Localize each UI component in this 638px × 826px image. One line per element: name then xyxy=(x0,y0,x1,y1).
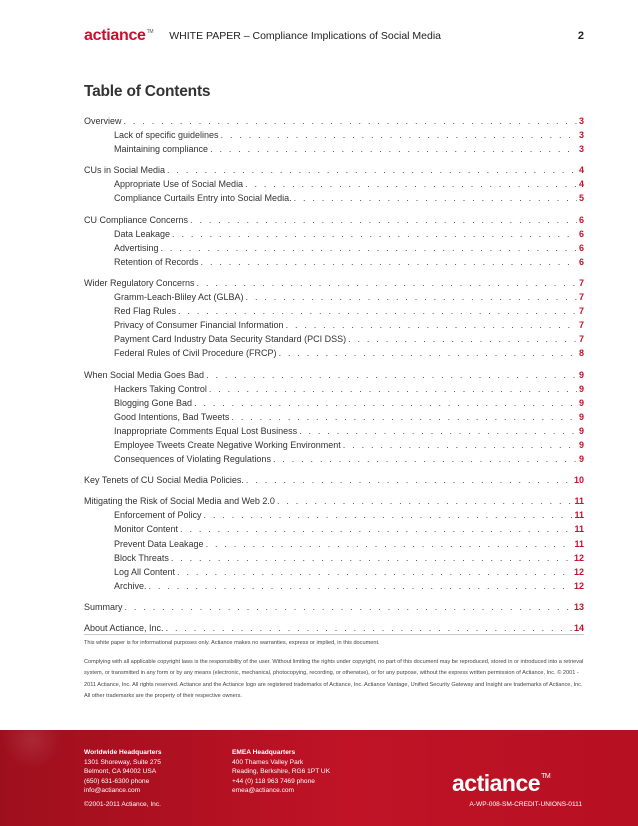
page-number: 2 xyxy=(577,30,584,42)
toc-subentry[interactable] xyxy=(84,257,584,271)
toc-leader-dots xyxy=(273,454,577,464)
toc-entry-label: Appropriate Use of Social Media xyxy=(114,179,244,190)
toc-entry-label: Data Leakage xyxy=(114,228,171,239)
toc-subentry[interactable] xyxy=(84,524,584,538)
hq-title: EMEA Headquarters xyxy=(232,749,296,756)
toc-section xyxy=(84,496,584,595)
toc-entry-label: Blogging Gone Bad xyxy=(114,397,193,408)
page-header xyxy=(84,26,584,46)
toc-leader-dots xyxy=(197,278,577,288)
toc-subentry[interactable] xyxy=(84,384,584,398)
toc-leader-dots xyxy=(299,426,577,436)
toc-entry-label: Lack of specific guidelines xyxy=(114,130,219,141)
toc-leader-dots xyxy=(245,179,577,189)
toc-leader-dots xyxy=(171,553,572,563)
toc-section xyxy=(84,602,584,616)
toc-entry[interactable] xyxy=(84,165,584,179)
toc-page-number: 6 xyxy=(578,242,584,253)
toc-page-number: 6 xyxy=(578,256,584,267)
address-line: Reading, Berkshire, RG6 1PT UK xyxy=(232,768,331,776)
toc-section xyxy=(84,215,584,271)
footer-actiance-logo: actiance TM xyxy=(452,770,551,796)
toc-entry-label: Compliance Curtails Entry into Social Media. xyxy=(114,193,292,204)
toc-page-number: 14 xyxy=(573,623,584,633)
hq-title: Worldwide Headquarters xyxy=(84,749,162,756)
toc-leader-dots xyxy=(172,229,577,239)
toc-entry-label: Prevent Data Leakage xyxy=(114,538,204,549)
toc-leader-dots xyxy=(177,567,572,577)
email-link[interactable]: info@actiance.com xyxy=(84,787,141,795)
toc-leader-dots xyxy=(167,165,577,175)
toc-page-number: 4 xyxy=(578,179,584,190)
toc-leader-dots xyxy=(210,144,577,154)
toc-subentry[interactable] xyxy=(84,229,584,243)
toc-leader-dots xyxy=(180,524,572,534)
toc-entry-label: Payment Card Industry Data Security Standard (PCI DSS) xyxy=(114,334,347,345)
toc-section xyxy=(84,165,584,207)
document-code: A-WP-008-SM-CREDIT-UNIONS-0111 xyxy=(469,801,582,808)
toc-page-number: 5 xyxy=(578,193,584,204)
toc-leader-dots xyxy=(206,370,577,380)
toc-entry-label: Overview xyxy=(84,116,122,126)
toc-section xyxy=(84,475,584,489)
toc-entry-label: Gramm-Leach-Bliley Act (GLBA) xyxy=(114,292,244,303)
toc-entry-label: Inappropriate Comments Equal Lost Business xyxy=(114,425,298,436)
toc-leader-dots xyxy=(149,581,572,591)
toc-entry-label: CU Compliance Concerns xyxy=(84,214,189,225)
toc-page-number: 13 xyxy=(573,601,584,612)
toc-subentry[interactable] xyxy=(84,581,584,595)
toc-page-number: 7 xyxy=(578,277,584,288)
toc-entry-label: Privacy of Consumer Financial Information xyxy=(114,320,284,331)
toc-leader-dots xyxy=(231,412,577,422)
document-title: WHITE PAPER – Compliance Implications of Social Media xyxy=(169,30,442,42)
toc-subentry[interactable] xyxy=(84,398,584,412)
toc-page-number: 11 xyxy=(574,524,584,535)
toc-page-number: 9 xyxy=(578,383,584,394)
toc-page-number: 6 xyxy=(578,214,584,225)
email-link[interactable]: emea@actiance.com xyxy=(232,787,295,795)
toc-page-number: 12 xyxy=(573,580,584,591)
worldwide-hq-address xyxy=(84,748,162,796)
toc-leader-dots xyxy=(286,320,577,330)
toc-page-number: 11 xyxy=(574,510,584,521)
toc-page-number: 3 xyxy=(578,116,584,126)
toc-subentry[interactable] xyxy=(84,348,584,362)
toc-entry-label: Advertising xyxy=(114,242,159,253)
toc-leader-dots xyxy=(348,334,577,344)
disclaimer-text: This white paper is for informational purposes only. Actiance makes no warranties, express or implied, in this document. xyxy=(84,640,380,646)
toc-subentry[interactable] xyxy=(84,130,584,144)
toc-leader-dots xyxy=(209,384,577,394)
toc-section xyxy=(84,116,584,158)
toc-leader-dots xyxy=(178,306,577,316)
toc-subentry[interactable] xyxy=(84,539,584,553)
copyright-text: ©2001-2011 Actiance, Inc. xyxy=(84,801,161,808)
toc-entry-label: Hackers Taking Control xyxy=(114,383,207,394)
toc-entry-label: CUs in Social Media xyxy=(84,165,166,176)
toc-leader-dots xyxy=(166,623,572,633)
toc-page-number: 9 xyxy=(578,439,584,450)
toc-leader-dots xyxy=(246,292,577,302)
toc-leader-dots xyxy=(194,398,577,408)
toc-subentry[interactable] xyxy=(84,426,584,440)
toc-entry-label: Archive. xyxy=(114,580,147,591)
table-of-contents xyxy=(84,116,584,644)
toc-entry-label: Monitor Content xyxy=(114,524,179,535)
toc-subentry[interactable] xyxy=(84,510,584,524)
toc-subentry[interactable] xyxy=(84,454,584,468)
toc-page-number: 6 xyxy=(578,228,584,239)
toc-page-number: 9 xyxy=(578,411,584,422)
toc-leader-dots xyxy=(124,116,577,126)
toc-entry-label: Summary xyxy=(84,601,123,612)
toc-leader-dots xyxy=(279,348,577,358)
toc-page-number: 11 xyxy=(574,496,584,507)
toc-subentry[interactable] xyxy=(84,567,584,581)
toc-page-number: 3 xyxy=(578,144,584,155)
toc-leader-dots xyxy=(161,243,577,253)
toc-entry[interactable] xyxy=(84,278,584,292)
toc-leader-dots xyxy=(206,539,573,549)
page-footer xyxy=(0,730,638,826)
toc-leader-dots xyxy=(221,130,577,140)
legal-text: Complying with all applicable copyright laws is the responsibility of the user. Without limiting the rights under copyright, no part of this document may be reproduced, stored in or introduced into a retrieval system, or transmitted in any form or by any means (electronic, mechanical, photocopying, recording, or otherwise), or for any purpose, without the express written permission of Actiance, Inc. © 2001 - 2011 Actiance, Inc. All rights reserved. Actiance and the Actiance logo are registered trademarks of Actiance, Inc. Actiance Vantage, Unified Security Gateway and Insight are trademarks of Actiance, Inc. All other trademarks are the property of their respective owners. xyxy=(84,659,584,700)
toc-page-number: 9 xyxy=(578,397,584,408)
toc-entry-label: Log All Content xyxy=(114,566,176,577)
toc-leader-dots xyxy=(294,193,577,203)
toc-leader-dots xyxy=(343,440,577,450)
toc-leader-dots xyxy=(246,475,572,485)
toc-page-number: 10 xyxy=(573,475,584,486)
toc-entry[interactable] xyxy=(84,475,584,489)
toc-page-number: 12 xyxy=(573,552,584,563)
toc-page-number: 4 xyxy=(578,165,584,176)
toc-leader-dots xyxy=(125,602,572,612)
toc-entry-label: Good Intentions, Bad Tweets xyxy=(114,411,230,422)
toc-entry[interactable] xyxy=(84,602,584,616)
toc-entry-label: Wider Regulatory Concerns xyxy=(84,277,195,288)
toc-leader-dots xyxy=(204,510,573,520)
toc-title: Table of Contents xyxy=(84,83,211,100)
phone-number: (650) 631-6300 phone xyxy=(84,777,150,785)
address-line: 400 Thames Valley Park xyxy=(232,758,304,766)
actiance-logo: actiance TM xyxy=(84,27,154,44)
toc-subentry[interactable] xyxy=(84,440,584,454)
toc-entry[interactable] xyxy=(84,496,584,510)
toc-subentry[interactable] xyxy=(84,243,584,257)
toc-page-number: 8 xyxy=(578,348,584,359)
toc-page-number: 7 xyxy=(578,292,584,303)
toc-entry-label: Maintaining compliance xyxy=(114,144,209,155)
toc-entry-label: Consequences of Violating Regulations xyxy=(114,454,271,465)
toc-subentry[interactable] xyxy=(84,193,584,207)
toc-entry-label: Enforcement of Policy xyxy=(114,510,202,521)
toc-subentry[interactable] xyxy=(84,292,584,306)
toc-section xyxy=(84,278,584,363)
toc-subentry[interactable] xyxy=(84,306,584,320)
emea-hq-address xyxy=(232,748,330,796)
toc-page-number: 9 xyxy=(578,454,584,465)
toc-page-number: 7 xyxy=(578,334,584,345)
address-line: Belmont, CA 94002 USA xyxy=(84,768,157,776)
toc-subentry[interactable] xyxy=(84,412,584,426)
toc-page-number: 11 xyxy=(574,538,584,549)
phone-number: +44 (0) 118 963 7469 phone xyxy=(232,777,315,785)
toc-entry[interactable] xyxy=(84,215,584,229)
toc-subentry[interactable] xyxy=(84,334,584,348)
toc-page-number: 9 xyxy=(578,369,584,380)
toc-entry-label: Red Flag Rules xyxy=(114,306,177,317)
toc-page-number: 7 xyxy=(578,320,584,331)
toc-section xyxy=(84,370,584,469)
address-line: 1301 Shoreway, Suite 275 xyxy=(84,758,161,766)
toc-leader-dots xyxy=(201,257,577,267)
toc-subentry[interactable] xyxy=(84,553,584,567)
toc-entry[interactable] xyxy=(84,370,584,384)
toc-entry-label: Employee Tweets Create Negative Working Environment xyxy=(114,439,341,450)
toc-subentry[interactable] xyxy=(84,320,584,334)
toc-entry[interactable] xyxy=(84,116,584,130)
toc-entry-label: Block Threats xyxy=(114,552,169,563)
toc-leader-dots xyxy=(190,215,577,225)
toc-page-number: 9 xyxy=(578,425,584,436)
toc-entry-label: Retention of Records xyxy=(114,256,199,267)
toc-subentry[interactable] xyxy=(84,144,584,158)
toc-entry-label: When Social Media Goes Bad xyxy=(84,369,205,380)
toc-entry-label: Key Tenets of CU Social Media Policies. xyxy=(84,475,244,486)
toc-entry-label: Federal Rules of Civil Procedure (FRCP) xyxy=(114,348,277,359)
toc-subentry[interactable] xyxy=(84,179,584,193)
toc-entry-label: About Actiance, Inc. xyxy=(84,623,164,633)
toc-page-number: 3 xyxy=(578,130,584,141)
toc-page-number: 12 xyxy=(573,566,584,577)
toc-page-number: 7 xyxy=(578,306,584,317)
divider xyxy=(84,634,584,635)
toc-entry-label: Mitigating the Risk of Social Media and Web 2.0 xyxy=(84,496,275,507)
toc-leader-dots xyxy=(277,496,573,506)
